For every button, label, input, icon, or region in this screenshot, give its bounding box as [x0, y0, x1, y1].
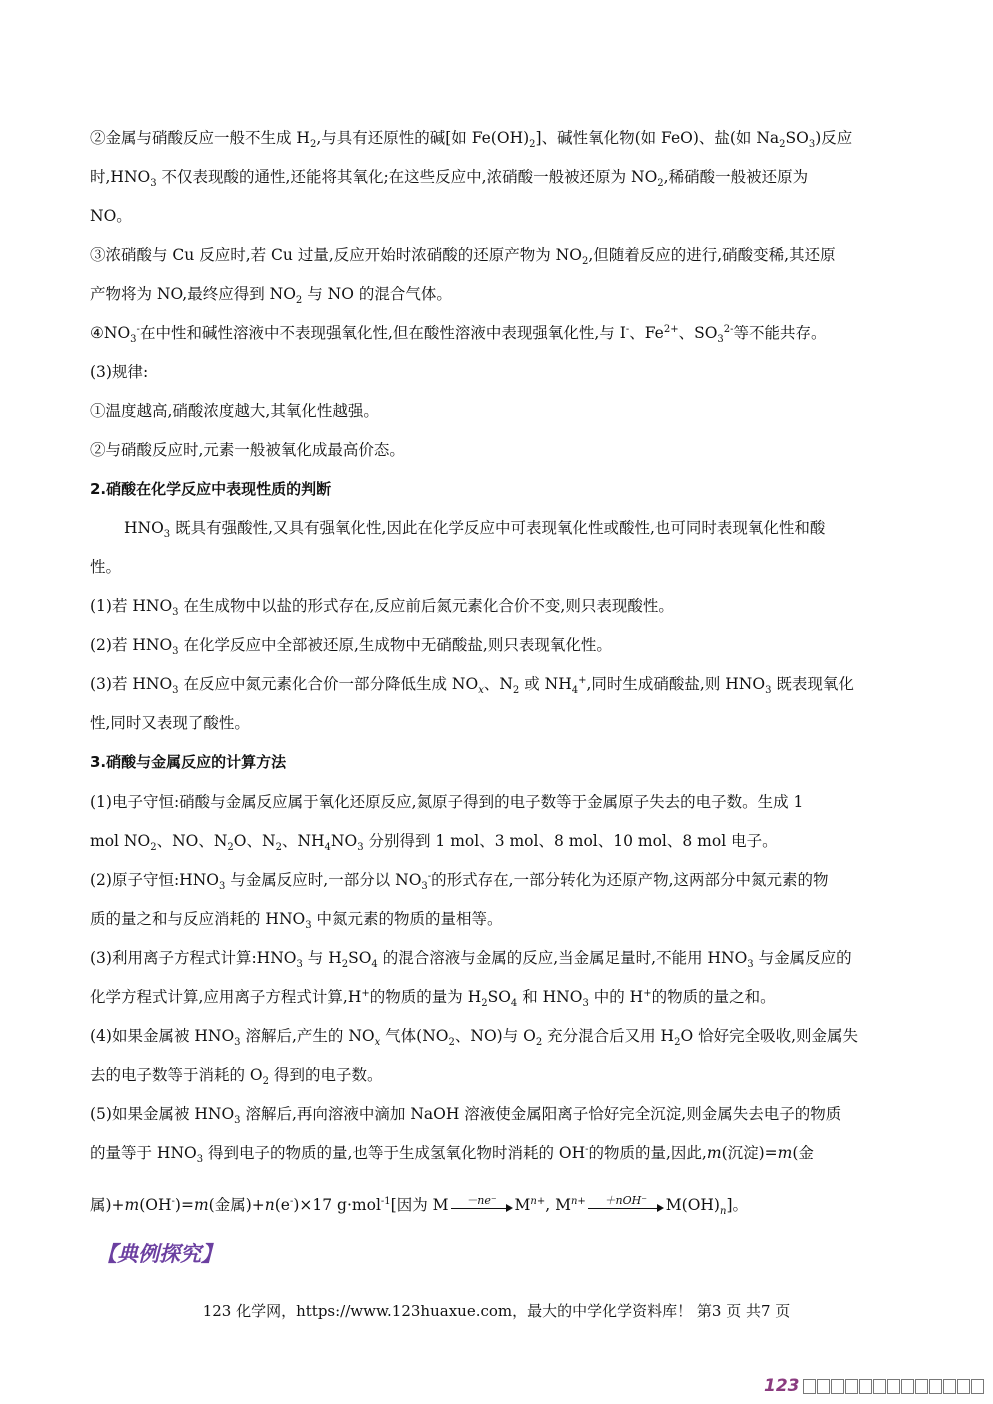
page-footer: 123 化学网，https://www.123huaxue.com，最大的中学化学资料库！ 第3 页 共7 页 [202, 1302, 791, 1320]
rule-title: (3)规律: [90, 363, 149, 381]
list-item: (1)若 $HNO_3$ 在生成物中以盐的形式存在,反应前后氮元素化合价不变,则只表现酸性。 [90, 597, 674, 616]
formula-line: 属)+m(OH-)=m(金属)+n(e-)×17 g·mol$^{-1}$[因为 M －ne⁻ $M^{n+}$, $M^{n+}$ ＋nOH⁻ $M(OH)_n$]。 [90, 1194, 748, 1218]
list-item: (1)电子守恒:硝酸与金属反应属于氧化还原反应,氮原子得到的电子数等于金属原子失去的电子数。生成 1 [90, 793, 804, 811]
rule-item: ①温度越高,硝酸浓度越大,其氧化性越强。 [90, 402, 379, 420]
paragraph-line: 性。 [90, 558, 122, 576]
rule-item: ②与硝酸反应时,元素一般被氧化成最高价态。 [90, 441, 405, 459]
section-heading: 2.硝酸在化学反应中表现性质的判断 [90, 480, 332, 498]
list-item: (5)如果金属被 $HNO_3$ 溶解后,再向溶液中滴加 NaOH 溶液使金属阳离子恰好完全沉淀,则金属失去电子的物质 [90, 1105, 842, 1124]
paragraph-line: NO。 [90, 207, 132, 225]
placeholder-glyphs [802, 1379, 984, 1394]
list-item: (3)利用离子方程式计算$:HNO_3$ 与 $H_2SO_4$ 的混合溶液与金属的反应,当金属足量时,不能用 $HNO_3$ 与金属反应的 [90, 949, 852, 968]
list-item: 化学方程式计算,应用离子方程式计算,H+的物质的量为 $H_2SO_4$ 和 $HNO_3$ 中的 H+的物质的量之和。 [90, 987, 776, 1007]
list-item: (3)若 $HNO_3$ 在反应中氮元素化合价一部分降低生成 $NO_x$、$N_2$ 或 $NH_4^+$,同时生成硝酸盐,则 $HNO_3$ 既表现氧化 [90, 674, 854, 694]
list-item: 质的量之和与反应消耗的 $HNO_3$ 中氮元素的物质的量相等。 [90, 910, 503, 929]
paragraph-line: $④NO_3^-$在中性和碱性溶液中不表现强氧化性,但在酸性溶液中表现强氧化性,与 I-、$Fe^{2+}$、$SO_3^{2-}$等不能共存。 [90, 323, 827, 343]
paragraph-line: 产物将为 NO,最终应得到 $NO_2$ 与 NO 的混合气体。 [90, 285, 452, 304]
reaction-arrow: －ne⁻ [449, 1196, 515, 1216]
section-heading: 3.硝酸与金属反应的计算方法 [90, 753, 287, 771]
paragraph-line: $HNO_3$ 既具有强酸性,又具有强氧化性,因此在化学反应中可表现氧化性或酸性,也可同时表现氧化性和酸 [124, 519, 826, 538]
paragraph-line: ③浓硝酸与 Cu 反应时,若 Cu 过量,反应开始时浓硝酸的还原产物为 $NO_2$,但随着反应的进行,硝酸变稀,其还原 [90, 246, 836, 265]
paragraph-line: 时$,HNO_3$ 不仅表现酸的通性,还能将其氧化;在这些反应中,浓硝酸一般被还原为 $NO_2$,稀硝酸一般被还原为 [90, 168, 809, 187]
reaction-arrow: ＋nOH⁻ [586, 1196, 666, 1216]
example-section-title: 【典例探究】 [96, 1242, 222, 1266]
list-item: (2)若 $HNO_3$ 在化学反应中全部被还原,生成物中无硝酸盐,则只表现氧化性。 [90, 636, 612, 655]
paragraph-line: ②金属与硝酸反应一般不生成 $H_2$,与具有还原性的碱[如 $Fe(OH)_2$]、碱性氧化物(如 FeO)、盐(如 $Na_2SO_3$)反应 [90, 129, 853, 148]
list-item: (2)原子守恒$:HNO_3$ 与金属反应时,一部分以 $NO_3^-$的形式存在,一部分转化为还原产物,这两部分中氮元素的物 [90, 870, 829, 890]
list-item: (4)如果金属被 $HNO_3$ 溶解后,产生的 $NO_x$ 气体($NO_2$、NO)与 $O_2$ 充分混合后又用 $H_2O$ 恰好完全吸收,则金属失 [90, 1027, 859, 1046]
watermark-logo: 123 [764, 1376, 984, 1396]
list-item: mol $NO_2$、NO、$N_2O$、$N_2$、$NH_4NO_3$ 分别得到 1 mol、3 mol、8 mol、10 mol、8 mol 电子。 [90, 832, 778, 851]
list-item: 的量等于 $HNO_3$ 得到电子的物质的量,也等于生成氢氧化物时消耗的 OH-的物质的量,因此,m(沉淀)=m(金 [90, 1143, 814, 1163]
list-item: 去的电子数等于消耗的 $O_2$ 得到的电子数。 [90, 1066, 383, 1085]
list-item: 性,同时又表现了酸性。 [90, 714, 250, 732]
